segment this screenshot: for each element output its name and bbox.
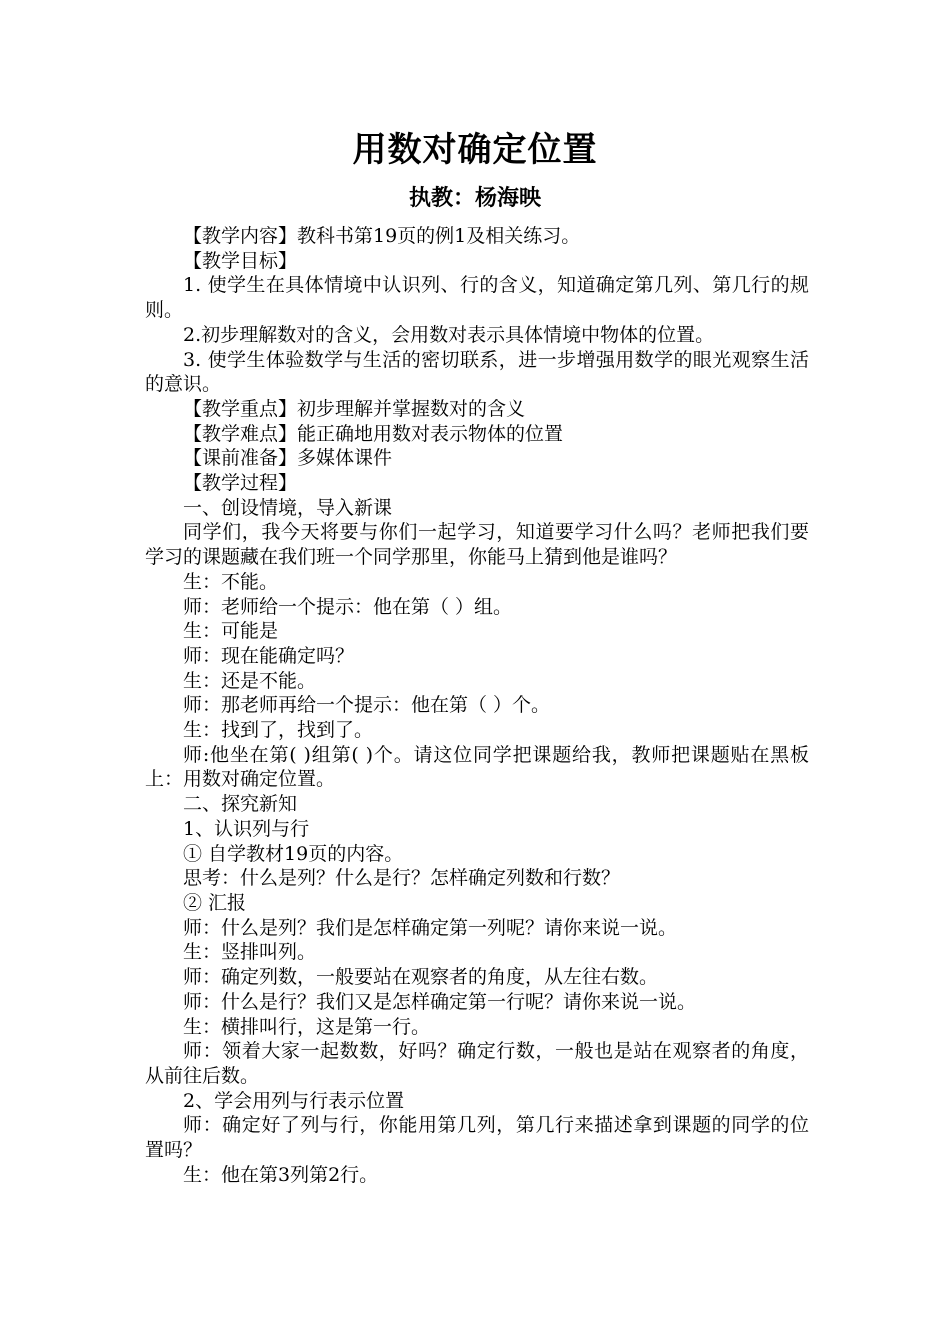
paragraph: 【教学目标】 xyxy=(183,249,298,272)
paragraph: 2、学会用列与行表示位置 xyxy=(183,1089,405,1112)
paragraph: 师：现在能确定吗？ xyxy=(183,644,355,667)
paragraph: 二、探究新知 xyxy=(183,793,298,816)
paragraph: 生：可能是 xyxy=(183,620,279,643)
paragraph: 师：确定列数，一般要站在观察者的角度，从左往右数。 xyxy=(183,966,659,989)
document-subtitle: 执教：杨海映 xyxy=(408,186,541,211)
paragraph: 生：找到了，找到了。 xyxy=(183,719,374,742)
paragraph: 生：他在第3列第2行。 xyxy=(183,1163,379,1186)
paragraph: 【教学重点】初步理解并掌握数对的含义 xyxy=(183,397,526,420)
document-body xyxy=(145,224,809,1187)
paragraph: 思考：什么是列？什么是行？怎样确定列数和行数？ xyxy=(183,867,621,890)
paragraph: 【课前准备】多媒体课件 xyxy=(183,447,393,470)
paragraph: 3. 使学生体验数学与生活的密切联系，进一步增强用数学的眼光观察生活的意识。 xyxy=(145,348,809,396)
paragraph: 师：什么是行？我们又是怎样确定第一行呢？请你来说一说。 xyxy=(183,990,697,1013)
paragraph: 1、认识列与行 xyxy=(183,817,310,840)
paragraph: 师：什么是列？我们是怎样确定第一列呢？请你来说一说。 xyxy=(183,916,678,939)
paragraph: 【教学难点】能正确地用数对表示物体的位置 xyxy=(183,422,564,445)
paragraph: 师：那老师再给一个提示：他在第（ ）个。 xyxy=(183,694,551,717)
paragraph: 同学们，我今天将要与你们一起学习，知道要学习什么吗？老师把我们要学习的课题藏在我们班一个同学那里，你能马上猜到他是谁吗？ xyxy=(145,521,809,569)
paragraph: 师：确定好了列与行，你能用第几列，第几行来描述拿到课题的同学的位置吗？ xyxy=(145,1114,809,1162)
paragraph: 【教学过程】 xyxy=(183,472,298,495)
paragraph: 师：领着大家一起数数，好吗？确定行数，一般也是站在观察者的角度，从前往后数。 xyxy=(145,1040,809,1087)
paragraph: 生：不能。 xyxy=(183,570,279,593)
paragraph: ② 汇报 xyxy=(183,891,247,914)
paragraph: ① 自学教材19页的内容。 xyxy=(183,842,404,865)
paragraph: 师:他坐在第( )组第( )个。请这位同学把课题给我，教师把课题贴在黑板上：用数对确定位置。 xyxy=(145,743,809,791)
paragraph: 一、创设情境，导入新课 xyxy=(183,496,393,519)
paragraph: 2.初步理解数对的含义，会用数对表示具体情境中物体的位置。 xyxy=(183,323,715,346)
paragraph: 师：老师给一个提示：他在第（ ）组。 xyxy=(183,595,513,618)
paragraph: 生：还是不能。 xyxy=(183,669,317,692)
paragraph: 生：横排叫行，这是第一行。 xyxy=(183,1015,431,1038)
paragraph: 【教学内容】教科书第19页的例1及相关练习。 xyxy=(183,225,581,247)
paragraph: 1. 使学生在具体情境中认识列、行的含义，知道确定第几列、第几行的规则。 xyxy=(145,274,809,322)
document-title: 用数对确定位置 xyxy=(352,130,598,170)
paragraph: 生：竖排叫列。 xyxy=(183,941,317,964)
